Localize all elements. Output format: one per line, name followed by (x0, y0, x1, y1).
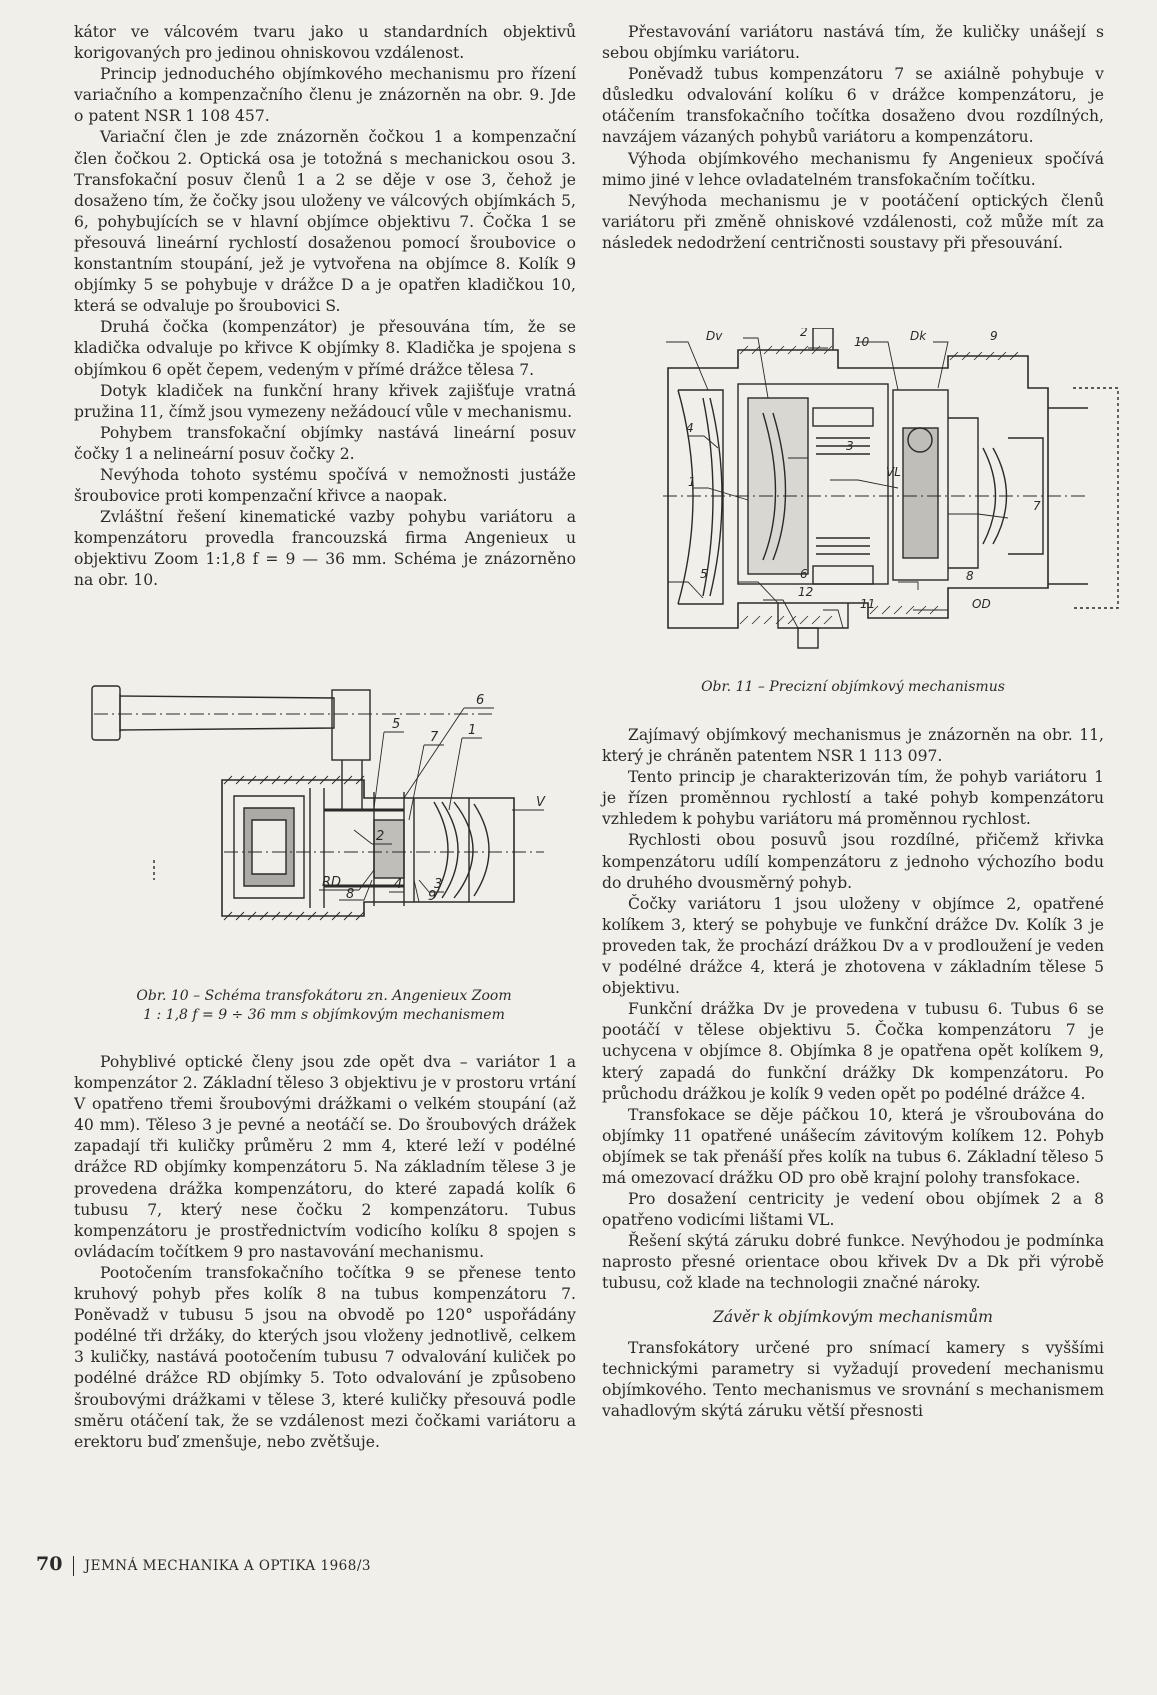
fig10-label-RD: RD (322, 875, 342, 890)
paragraph: Transfokace se děje páčkou 10, která je všroubována do objímky 11 opatřené unášecím závitovým kolíkem 12. Pohyb objímek se tak přenáší přes kolík na tubus 6. Základní těleso 5 má omezovací drážku OD pro obě krajní polohy transfokace. (602, 1105, 1104, 1187)
fig10-label-3: 3 (434, 877, 443, 892)
paragraph: Pohyblivé optické členy jsou zde opět dva – variátor 1 a kompenzátor 2. Základní těleso 3 objektivu je v prostoru vrtání V opatřeno třemi šroubovými drážkami o velkém stoupání (až 40 mm). Těleso 3 je pevné a neotáčí se. Do šroubových drážek zapadají tři kuličky průměru 2 mm 4, které leží v podélné drážce RD objímky kompenzátoru 5. Na základním tělese 3 je provedena drážka kompenzátoru, do které zapadá kolík 6 tubusu 7, který nese čočku 2 kompenzátoru. Tubus kompenzátoru je prostřednictvím vodicího kolíku 8 spojen s ovládacím točítkem 9 pro nastavování mechanismu. (74, 1053, 576, 1261)
paragraph: Pootočením transfokačního točítka 9 se přenese tento kruhový pohyb přes kolík 8 na tubus kompenzátoru 7. Poněvadž v tubusu 5 jsou na obvodě po 120° uspořádány podélné tři držáky, do kterých jsou vloženy jednotlivě, celkem 3 kuličky, nastává pootočením tubusu 7 odvalování kuliček po podélné drážce RD objímky 5. Toto odvalování je způsobeno šroubovými drážkami v tělese 3, které kuličky přesouvá podle směru otáčení tak, že se vzdálenost mezi čočkami variátoru a erektoru buď zmenšuje, nebo zvětšuje. (74, 1263, 576, 1451)
fig11-label-2: 2 (800, 328, 808, 339)
fig10-label-9: 9 (428, 889, 437, 904)
fig11-label-1: 1 (688, 475, 696, 489)
fig11-label-6: 6 (800, 567, 808, 581)
paragraph: Nevýhoda mechanismu je v pootáčení optických členů variátoru při změně ohniskové vzdálenosti, což může mít za následek nedodržení centričnosti soustavy při přesouvání. (602, 191, 1104, 252)
footer-divider (73, 1556, 74, 1576)
paragraph: Čočky variátoru 1 jsou uloženy v objímce 2, opatřené kolíkem 3, který se pohybuje ve funkční drážce Dv. Kolík 3 je proveden tak, že prochází drážkou Dv a v prodloužení je veden v podélné drážce 4, která je zhotovena v základním tělese 5 objektivu. (602, 894, 1104, 998)
paragraph: Druhá čočka (kompenzátor) je přesouvána tím, že se kladička odvaluje po křivce K objímky 8. Kladička je spojena s objímkou 6 opět čepem, vedeným v přímé drážce tělesa 7. (74, 318, 576, 379)
figure-10-drawing (74, 680, 584, 980)
figure-10-caption (74, 987, 574, 1025)
fig11-label-8: 8 (966, 569, 974, 583)
paragraph: Pro dosažení centricity je vedení obou objímek 2 a 8 opatřeno vodicími lištami VL. (602, 1190, 1104, 1230)
left-column-top (74, 22, 576, 592)
paragraph: Dotyk kladiček na funkční hrany křivek zajišťuje vratná pružina 11, čímž jsou vymezeny nežádoucí vůle v mechanismu. (74, 381, 576, 421)
fig11-label-Dv: Dv (706, 329, 723, 343)
page-number: 70 (36, 1553, 63, 1575)
paragraph: Řešení skýtá záruku dobré funkce. Nevýhodou je podmínka naprosto přesné orientace obou křivek Dv a Dk při výrobě tubusu, což klade na technologii značné nároky. (602, 1232, 1104, 1293)
paragraph: Výhoda objímkového mechanismu fy Angenieux spočívá mimo jiné v lehce ovladatelném transfokačním točítku. (602, 149, 1104, 189)
magazine-title: JEMNÁ MECHANIKA A OPTIKA 1968/3 (84, 1558, 371, 1574)
paragraph: Princip jednoduchého objímkového mechanismu pro řízení variačního a kompenzačního členu je znázorněn na obr. 9. Jde o patent NSR 1 108 457. (74, 65, 576, 126)
figure-11-drawing (648, 328, 1128, 678)
fig10-label-1: 1 (468, 723, 477, 738)
caption-line: Obr. 10 – Schéma transfokátoru zn. Angenieux Zoom (136, 988, 512, 1004)
fig10-label-8: 8 (346, 887, 355, 902)
fig11-label-9: 9 (990, 329, 998, 343)
paragraph: Přestavování variátoru nastává tím, že kuličky unášejí s sebou objímku variátoru. (602, 23, 1104, 63)
paragraph: Zvláštní řešení kinematické vazby pohybu variátoru a kompenzátoru provedla francouzská firma Angenieux u objektivu Zoom 1:1,8 f = 9 — 36 mm. Schéma je znázorněno na obr. 10. (74, 508, 576, 590)
page-footer (36, 1553, 371, 1576)
caption-line: 1 : 1,8 f = 9 ÷ 36 mm s objímkovým mechanismem (143, 1007, 505, 1023)
fig10-label-4: 4 (394, 877, 403, 892)
fig10-label-2: 2 (376, 829, 385, 844)
fig10-label-7: 7 (430, 730, 439, 745)
paragraph: Poněvadž tubus kompenzátoru 7 se axiálně pohybuje v důsledku odvalování kolíku 6 v drážce kompenzátoru, je otáčením transfokačního točítka dosaženo dvou rozdílných, navzájem vázaných pohybů variátoru a kompenzátoru. (602, 65, 1104, 147)
paragraph: Zajímavý objímkový mechanismus je znázorněn na obr. 11, který je chráněn patentem NSR 1 113 097. (602, 726, 1104, 766)
paragraph: Variační člen je zde znázorněn čočkou 1 a kompenzační člen čočkou 2. Optická osa je totožná s mechanickou osou 3. Transfokační posuv členů 1 a 2 se děje v ose 3, čehož je dosaženo tím, že čočky jsou uloženy ve válcových objímkách 5, 6, pohybujících se v hlavní objímce objektivu 7. Čočka 1 se přesouvá lineární rychlostí dosaženou pomocí šroubovice o konstantním stoupání, jež je vytvořena na objímce 8. Kolík 9 objímky 5 se pohybuje v drážce D a je opatřen kladičkou 10, která se odvaluje po šroubovici S. (74, 128, 576, 316)
paragraph: Nevýhoda tohoto systému spočívá v nemožnosti justáže šroubovice proti kompenzační křivce a naopak. (74, 465, 576, 506)
fig11-label-4: 4 (686, 421, 694, 435)
fig10-label-V: V (536, 795, 545, 810)
fig11-label-3: 3 (846, 439, 854, 453)
paragraph: Tento princip je charakterizován tím, že pohyb variátoru 1 je řízen proměnnou rychlostí a také pohyb kompenzátoru vzhledem k pohybu variátoru má proměnnou rychlost. (602, 768, 1104, 829)
fig10-label-5: 5 (392, 717, 401, 732)
paragraph: Transfokátory určené pro snímací kamery s vyššími technickými parametry si vyžadují provedení mechanismu objímkového. Tento mechanismus ve srovnání s mechanismem vahadlovým skýtá záruku větší přesnosti (602, 1338, 1104, 1420)
paragraph: Pohybem transfokační objímky nastává lineární posuv čočky 1 a nelineární posuv čočky 2. (74, 423, 576, 463)
fig11-label-5: 5 (700, 567, 708, 581)
right-column-bottom (602, 725, 1104, 1422)
paragraph: Funkční drážka Dv je provedena v tubusu 6. Tubus 6 se pootáčí v tělese objektivu 5. Čočka kompenzátoru 7 je uchycena v objímce 8. Objímka 8 je opatřena opět kolíkem 9, který zapadá do funkční drážky Dk kompenzátoru. Po průchodu drážkou je kolík 9 veden opět po podélné drážce 4. (602, 1000, 1104, 1103)
paragraph: Rychlosti obou posuvů jsou rozdílné, přičemž křivka kompenzátoru udílí kompenzátoru z jednoho výchozího bodu do druhého dvousměrný pohyb. (602, 831, 1104, 892)
fig11-label-11: 11 (860, 597, 876, 611)
fig11-label-VL: VL (886, 465, 901, 479)
fig11-label-12: 12 (798, 585, 814, 599)
section-heading: Závěr k objímkovým mechanismům (713, 1307, 993, 1326)
figure-11-caption: Obr. 11 – Precizní objímkový mechanismus (701, 679, 1005, 695)
fig10-label-6: 6 (476, 693, 485, 708)
fig11-label-Dk: Dk (910, 329, 927, 343)
fig11-label-7: 7 (1033, 499, 1041, 513)
right-column-top (602, 22, 1104, 254)
paragraph: kátor ve válcovém tvaru jako u standardních objektivů korigovaných pro jedinou ohniskovou vzdálenost. (74, 23, 576, 63)
fig11-label-OD: OD (972, 597, 991, 611)
left-column-bottom (74, 1052, 576, 1453)
fig11-label-10: 10 (854, 335, 870, 349)
